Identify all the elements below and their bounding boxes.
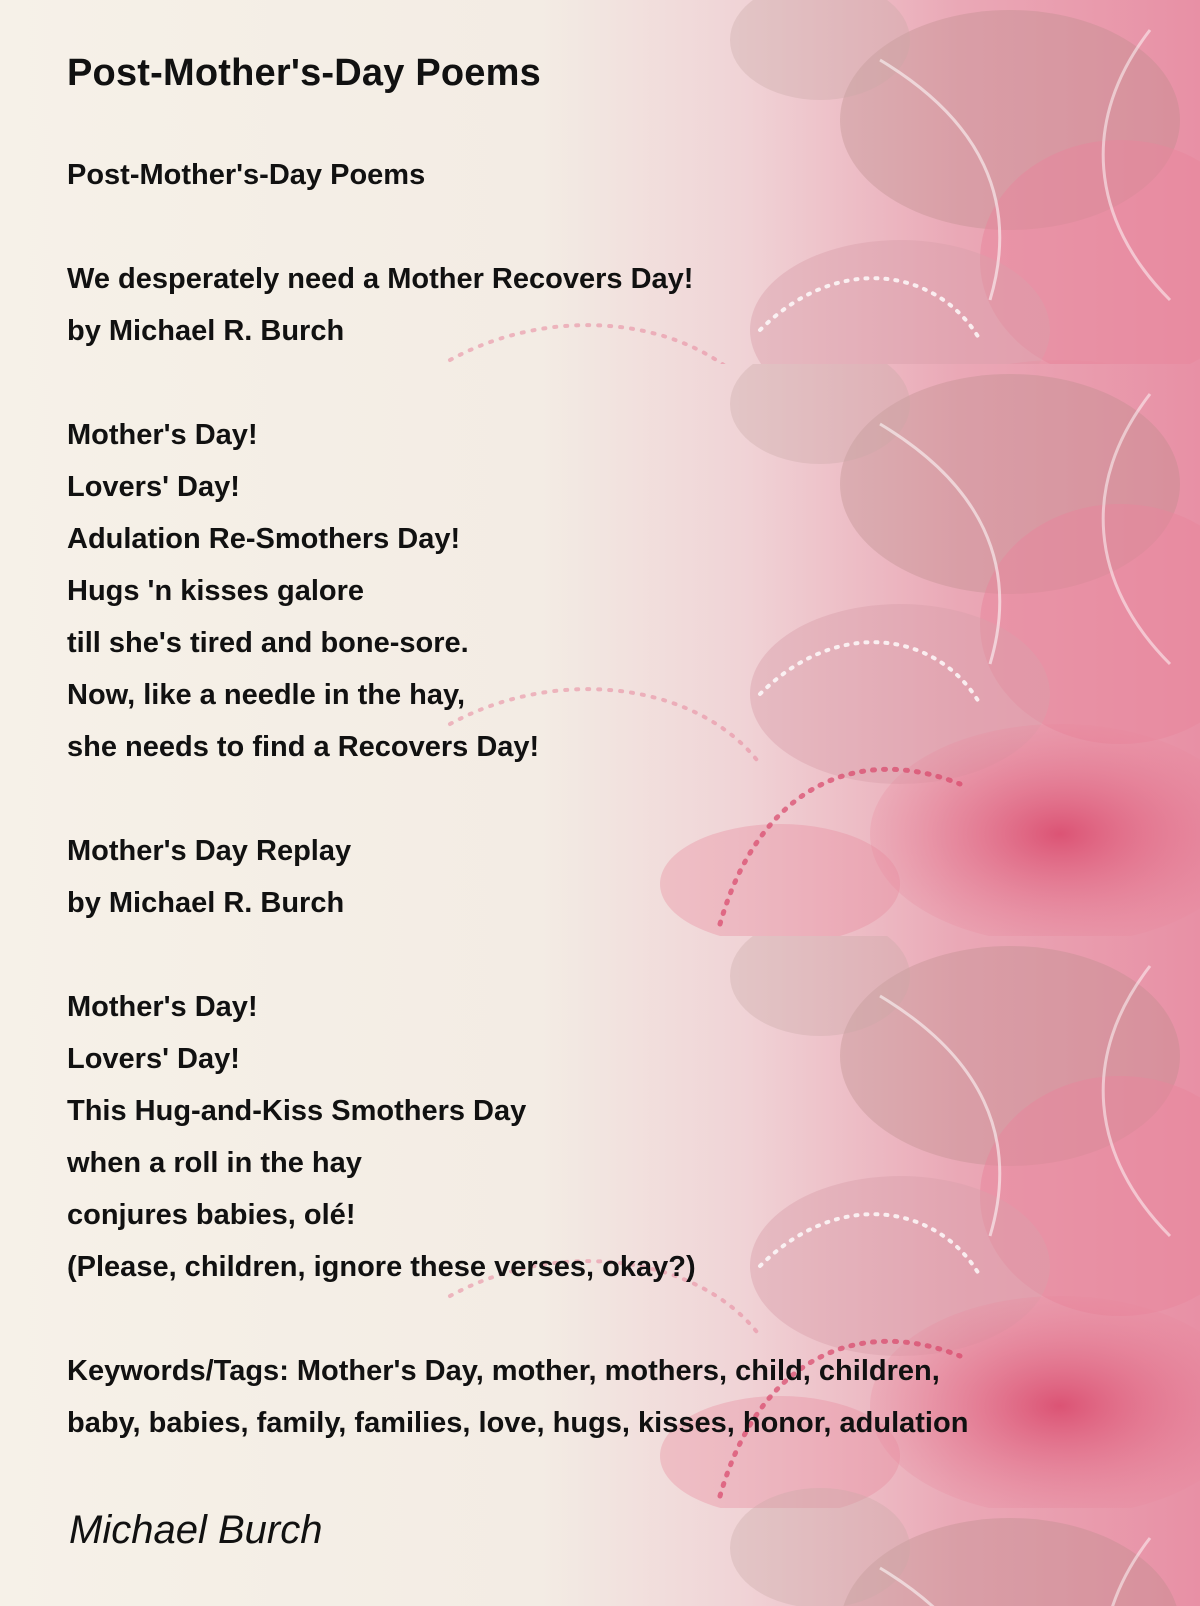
poem-line: This Hug-and-Kiss Smothers Day	[67, 1095, 527, 1127]
keywords-line: baby, babies, family, families, love, hugs, kisses, honor, adulation	[67, 1407, 969, 1439]
poem-line: (Please, children, ignore these verses, okay?)	[67, 1251, 696, 1283]
poem-line: Now, like a needle in the hay,	[67, 679, 466, 711]
page-title: Post-Mother's-Day Poems	[67, 52, 541, 94]
poem-line: Lovers' Day!	[67, 1043, 240, 1075]
poem-line: Hugs 'n kisses galore	[67, 575, 365, 607]
poem-line: till she's tired and bone-sore.	[67, 627, 469, 659]
poem-2-byline: by Michael R. Burch	[67, 887, 345, 919]
poem-line: Lovers' Day!	[67, 471, 240, 503]
keywords-line: Keywords/Tags: Mother's Day, mother, mothers, child, children,	[67, 1355, 940, 1387]
author-signature: Michael Burch	[69, 1508, 323, 1552]
poem-line: Mother's Day!	[67, 991, 258, 1023]
poem-heading: Post-Mother's-Day Poems	[67, 159, 426, 191]
poem-line: conjures babies, olé!	[67, 1199, 356, 1231]
poem-line: when a roll in the hay	[67, 1147, 362, 1179]
poem-line: she needs to find a Recovers Day!	[67, 731, 540, 763]
poem-2-title: Mother's Day Replay	[67, 835, 352, 867]
poem-line: Mother's Day!	[67, 419, 258, 451]
poem-1-title: We desperately need a Mother Recovers Day!	[67, 263, 694, 295]
poem-1-byline: by Michael R. Burch	[67, 315, 345, 347]
poem-line: Adulation Re-Smothers Day!	[67, 523, 461, 555]
